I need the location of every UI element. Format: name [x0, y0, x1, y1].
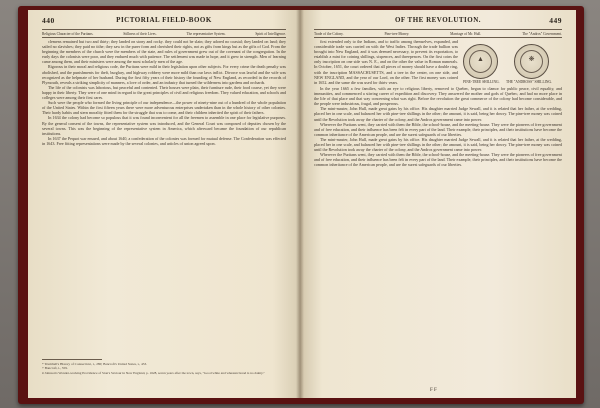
paragraph: The mint-master, John Hull, made great gains by his office. His daughter married Judge Sewall, and it is related that her father, at the wedding, placed her in one scale, and balanced her with pine-tree shillings in the other; the amount, it is said, being her dowry. The pine-tree money was coined until the Revolution took away the charter of the colony, and the Andros government came into power. — [314, 136, 562, 153]
paragraph: first extended only to the Indians, and to traffic among themselves, expanded, and considerable trade was carried on with the West Indies. Through the trade bullion was brought into New England, and it was deemed necessary, to prevent its exportation, to establish a mint for coining shillings, sixpences, and threepences. On the first coins the only inscription on one side was N. E., and on the other the value in Roman numerals. In October, 1651, the court ordered that all pieces of money should have a double ring, with the inscription MASSACHUSETTS, and a tree in the center, on one side, and NEW ENGLAND, and the year of our Lord, on the other. The first money was coined in 1652, and the same die was used for thirty years. — [314, 39, 458, 84]
left-subhead: Religious Character of the Puritans. — [42, 31, 94, 36]
paragraph: Rigorous in their moral and religious code, the Puritans were mild in their legislation upon other subjects. For every crime the death penalty was abolished, and the punishments for theft, burglary, and highway robbery were more mild than our laws inflict. Divorce was lawful and the wife was recognized as the helpmate of her husband. During the first fifty years of their history the founding of New England, as recorded in the records of Plymouth, reveals a striking simplicity of manners, a love of order, and an industry that turned the wilderness into gardens and orchards. — [42, 64, 286, 85]
andross-shilling-coin-image: ❋ — [514, 44, 549, 79]
right-running-title: OF THE REVOLUTION. — [394, 16, 482, 24]
paragraph: In the year 1665 a few families, with an eye to religious liberty, removed to Quebec, began to clamor for public peace, civil equality, and immunities, and commenced a stirring career of expedition and discovery. They answered the mother and gods of Quebec, and had no more place in the life of that place and that way concerning what was right. Before the revolution the great commerce of the colony had become considerable, and the people were industrious, frugal, and prosperous. — [314, 86, 562, 107]
paragraph: The life of the colonists was laborious, but peaceful and contented. Their houses were plain, their furniture rude, their food coarse, yet they were happy in their liberty. They were of one mind in regard to the great principles of civil and religious freedom. They valued education, and schools and colleges were among their first cares. — [42, 84, 286, 101]
right-page-number: 449 — [549, 16, 562, 25]
left-running-head — [42, 16, 286, 28]
footnote: * Trumbull's History of Connecticut, i., 280; Bancroft's United States, i., 433. — [42, 362, 148, 366]
right-subhead: Pine-tree Money. — [384, 31, 410, 36]
paragraph: Wherever the Puritans went, they carried with them the Bible, the school-house, and the meeting-house. They were the pioneers of free government and of free education, and their influence has been felt in every part of the land. Their example, their principles, and their institutions have become the common inheritance of the American people, and are the surest safeguards of our liberties. — [314, 121, 562, 137]
left-subhead: Spirit of Intelligence. — [255, 31, 286, 36]
left-page-number: 440 — [42, 16, 55, 25]
coin-caption: PINE-TREE SHILLING. — [463, 80, 500, 84]
right-subheads — [314, 29, 562, 38]
left-body-text — [42, 39, 286, 354]
right-subhead: Marriage of Mr. Hull. — [450, 31, 482, 36]
footnote-rule — [42, 359, 102, 360]
pine-tree-shilling-coin-image: ▲ — [463, 44, 498, 79]
printer-signature: F F — [430, 388, 437, 393]
coin-caption: THE "ANDROSS" SHILLING. — [506, 80, 552, 84]
left-subhead: Stillness of their Lives. — [123, 31, 157, 36]
left-footnotes — [42, 362, 286, 392]
paragraph: In 1637 the Pequot war ensued, and about 1640, a confederation of the colonies was formed for mutual defense. The Confederation was effected in 1643. Free fitting representations were made by the several colonies, and articles of union agreed upon. — [42, 135, 286, 146]
paragraph: Wherever the Puritans went, they carried with them the Bible, the school-house, and the meeting-house. They were the pioneers of free government and of free education, and their influence has been felt in every part of the land. Their example, their principles, and their institutions have become the common inheritance of the American people, and are the surest safeguards of our liberties. — [314, 152, 562, 168]
paragraph: The mint-master, John Hull, made great gains by his office. His daughter married Judge Sewall, and it is related that her father, at the wedding, placed her in one scale, and balanced her with pine-tree shillings in the other; the amount, it is said, being her dowry. The pine-tree money was coined until the Revolution took away the charter of the colony, and the Andros government came into power. — [314, 106, 562, 122]
right-page — [300, 10, 576, 398]
right-subhead: The "Andros" Government. — [522, 31, 562, 36]
footnote: # Johnson's Wonder-working Providence of Sion's Saviour in New England, p. 1628, seven years after the town, says, "Good white and wheaten bread is no dainty." — [42, 370, 265, 375]
left-page — [28, 10, 300, 398]
footnote: + Bancroft, i., 359. — [42, 366, 68, 371]
right-subhead: Trade of the Colony. — [314, 31, 344, 36]
right-running-head — [314, 16, 562, 28]
paragraph: In 1634 the colony had become so populous that it was found inconvenient for all the freemen to assemble in one place for legislative purposes. By the general consent of the towns, the representative system was introduced, and the General Court was composed of deputies chosen by the several towns. This was the beginning of the representative system in America, which afterward became the foundation of our republican institutions. — [42, 115, 286, 136]
left-running-title: PICTORIAL FIELD-BOOK — [116, 16, 212, 24]
right-body-text-top — [314, 39, 458, 84]
paragraph: Such were the people who formed the living principle of our independence—the power of ninety-nine out of a hundred of the whole population of the United States. Within the first fifteen years there were more adventurous enterprises undertaken than in the whole history of other colonies. Their hardy habits and stern morality fitted them for the struggle that was to come, and their children inherited the spirit of their fathers. — [42, 100, 286, 116]
right-body-text — [314, 86, 562, 386]
left-subhead: The representative System. — [186, 31, 226, 36]
book-gutter — [296, 10, 304, 398]
left-subheads — [42, 29, 286, 38]
paragraph: clemens remained but two and thirty; they landed on stony and rocky. they could not be slain; they adored no coastal; they landed on land; they sailed no slavishes; they paid no tithe; they saw in the purer form and cherished their rights, not as gifts from kings but as the gifts of God. From the beginning the members of the church were the members of the state, and rules of government grew out of the covenant of the congregation. In the early days the colonists were poor, and they endured much with patience. The settlement was made in hope, and it grew in strength. Men of learning came among them, and their ministers were among the most scholarly men of the age. — [42, 39, 286, 65]
